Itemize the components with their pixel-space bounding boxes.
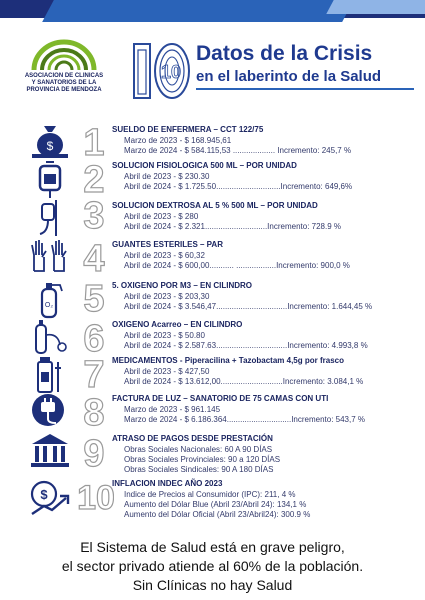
item-title: GUANTES ESTERILES – PAR <box>112 240 223 249</box>
page-subtitle: en el laberinto de la Salud <box>196 68 382 85</box>
svg-text:5: 5 <box>83 278 105 316</box>
item-line: Abril de 2023 - $ 427,50 <box>124 367 210 376</box>
top-banner <box>0 0 425 32</box>
item-line: Abril de 2024 - $ 2.321............................Incremento: 728.9 % <box>124 222 341 231</box>
item-title: FACTURA DE LUZ – SANATORIO DE 75 CAMAS CON UTI <box>112 394 329 403</box>
big-number-text: 10 <box>161 62 182 82</box>
item-line: Obras Sociales Nacionales: 60 A 90 DÍAS <box>124 445 273 454</box>
footer-line: El Sistema de Salud está en grave peligro, <box>80 539 345 555</box>
item-title: MEDICAMENTOS - Piperacilina + Tazobactam 4,5g por frasco <box>112 356 344 365</box>
org-name <box>12 73 116 94</box>
logo-arches-icon <box>12 38 116 72</box>
item-number <box>78 120 110 160</box>
money-bag-icon <box>26 120 74 160</box>
item-line: Abril de 2023 - $ 50.80 <box>124 331 205 340</box>
item-line: Marzo de 2024 - $ 584.115,53 ................... Incremento: 245,7 % <box>124 146 352 155</box>
item-title: SOLUCION DEXTROSA AL 5 % 500 ML – POR UNIDAD <box>112 201 318 210</box>
item-line: Abril de 2024 - $ 2.587.63................................Incremento: 4.993,8 % <box>124 341 368 350</box>
item-number <box>78 390 110 430</box>
item-line: Obras Sociales Sindicales: 90 A 180 DÍAS <box>124 465 274 474</box>
medicine-vial-icon <box>26 354 74 394</box>
item-title: 5. OXIGENO POR M3 – EN CILINDRO <box>112 281 253 290</box>
item-number <box>78 276 110 316</box>
item-number <box>78 474 114 514</box>
iv-bag-icon <box>26 160 74 200</box>
org-name-line: PROVINCIA DE MENDOZA <box>26 87 102 93</box>
item-line: Aumento del Dólar Oficial (Abril 23/Abril24): 300.9 % <box>124 510 311 519</box>
rising-cost-icon <box>26 478 74 518</box>
svg-text:9: 9 <box>83 433 105 471</box>
svg-text:2: 2 <box>83 159 105 197</box>
item-number <box>78 352 110 392</box>
item-title: SUELDO DE ENFERMERA – CCT 122/75 <box>112 125 264 134</box>
title-underline <box>196 88 414 90</box>
footer-message <box>0 538 425 595</box>
item-line: Obras Sociales Provinciales: 90 a 120 DÍAS <box>124 455 281 464</box>
svg-text:$: $ <box>46 139 54 153</box>
svg-text:4: 4 <box>83 238 105 276</box>
big-number-ten <box>130 38 192 102</box>
item-number <box>78 316 110 356</box>
item-title: OXIGENO Acarreo – EN CILINDRO <box>112 320 243 329</box>
item-line: Marzo de 2023 - $ 961.145 <box>124 405 221 414</box>
item-line: Marzo de 2023 - $ 168.945,61 <box>124 136 232 145</box>
svg-text:1: 1 <box>83 122 105 160</box>
footer-line: el sector privado atiende al 60% de la población. <box>61 558 364 574</box>
item-line: Abril de 2023 - $ 230.30 <box>124 172 210 181</box>
svg-text:8: 8 <box>83 392 105 430</box>
item-line: Indice de Precios al Consumidor (IPC): 211, 4 % <box>124 490 296 499</box>
item-number <box>78 236 110 276</box>
bank-building-icon <box>26 430 74 470</box>
footer-line: Sin Clínicas no hay Salud <box>132 577 293 593</box>
svg-text:10: 10 <box>78 479 114 514</box>
item-line: Abril de 2024 - $ 13.612,00............................Incremento: 3.084,1 % <box>124 377 364 386</box>
gloves-icon <box>26 235 74 275</box>
org-name-line: Y SANATORIOS DE LA <box>31 80 97 86</box>
page-title: Datos de la Crisis <box>196 42 373 65</box>
item-line: Abril de 2024 - $ 1.725.50.............................Incremento: 649,6% <box>124 182 353 191</box>
item-line: Abril de 2024 - $ 3.546,47................................Incremento: 1.644,45 % <box>124 302 373 311</box>
svg-text:$: $ <box>40 487 48 502</box>
item-line: Abril de 2023 - $ 60,32 <box>124 251 205 260</box>
item-title: SOLUCION FISIOLOGICA 500 ML – POR UNIDAD <box>112 161 297 170</box>
item-line: Abril de 2024 - $ 600,00........... ..................Incremento: 900,0 % <box>124 261 350 270</box>
item-line: Marzo de 2024 - $ 6.186.364.............................Incremento: 543,7 % <box>124 415 366 424</box>
oxygen-tank-icon <box>26 279 74 319</box>
svg-text:3: 3 <box>83 195 105 233</box>
item-line: Abril de 2023 - $ 203,30 <box>124 292 210 301</box>
item-title: ATRASO DE PAGOS DESDE PRESTACIÓN <box>112 434 273 443</box>
svg-text:7: 7 <box>83 354 105 392</box>
svg-text:O₂: O₂ <box>44 302 54 309</box>
oxygen-cylinder-icon <box>26 315 74 355</box>
org-name-line: ASOCIACION DE CLINICAS <box>24 73 104 79</box>
item-line: Aumento del Dólar Blue (Abril 23/Abril 24): 134,1 % <box>124 500 307 509</box>
item-line: Abril de 2023 - $ 280 <box>124 212 199 221</box>
iv-drip-icon <box>26 198 74 238</box>
org-logo <box>12 38 116 102</box>
svg-text:6: 6 <box>83 318 105 356</box>
item-number <box>78 193 110 233</box>
power-plug-icon <box>26 389 74 429</box>
item-number <box>78 157 110 197</box>
item-title: INFLACION INDEC AÑO 2023 <box>112 479 223 488</box>
item-number <box>78 431 110 471</box>
